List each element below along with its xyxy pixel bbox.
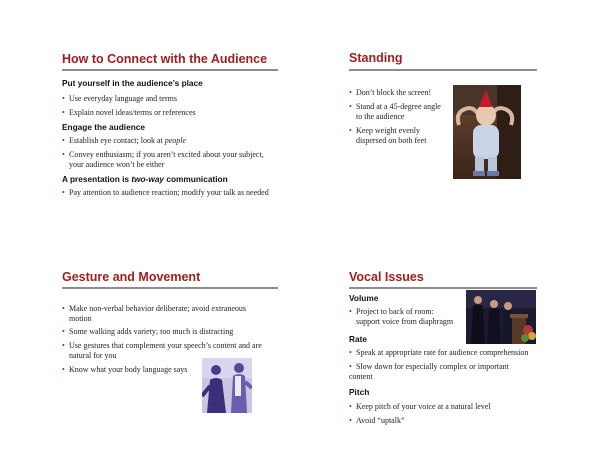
title-rule [349,287,537,289]
bullet-item: • Stand at a 45-degree angle to the audience [349,102,441,121]
section-heading: Put yourself in the audience’s place [62,78,203,88]
section-heading: A presentation is two-way communication [62,174,228,184]
two-people-gesturing-photo [202,358,252,413]
slide-title: Standing [349,51,403,65]
photo-illustration [453,85,521,179]
bullet-item: • Make non-verbal behavior deliberate; avoid extraneous motion [62,304,247,323]
bullet-icon: • [349,348,352,357]
slide-title: Vocal Issues [349,270,424,284]
bullet-item: • Slow down for especially complex or important [349,362,509,371]
photo-illustration [202,358,252,413]
bullet-icon: • [62,327,65,336]
bullet-item: • Don’t block the screen! [349,88,432,97]
bullet-item: • Use gestures that complement your speech’s content and are natural for you [62,341,262,360]
section-heading: Pitch [349,387,370,397]
emphasis-people: people [164,136,187,145]
bullet-icon: • [349,88,352,97]
bullet-icon: • [349,102,352,111]
bullet-icon: • [349,362,352,371]
bullet-item: • Avoid “uptalk” [349,416,405,425]
bullet-item: • Know what your body language says [62,365,188,374]
bullet-item: • Convey enthusiasm; if you aren’t excited about your subject, your audience won’t be either [62,150,264,169]
section-heading: Volume [349,293,379,303]
title-rule [62,287,278,289]
bullet-icon: • [62,94,65,103]
bullet-icon: • [349,126,352,135]
bullet-item: • Keep weight evenly dispersed on both feet [349,126,427,145]
bullet-icon: • [349,416,352,425]
bullet-icon: • [62,150,65,159]
bullet-item: • Use everyday language and terms [62,94,177,103]
bullet-item: • Pay attention to audience reaction; modify your talk as needed [62,188,269,197]
title-rule [62,69,278,71]
bullet-icon: • [349,307,352,316]
bullet-icon: • [62,304,65,313]
bullet-icon: • [62,365,65,374]
slide-title: Gesture and Movement [62,270,201,284]
speaker-at-podium-photo [466,290,536,344]
bullet-icon: • [62,341,65,350]
bullet-icon: • [349,402,352,411]
bullet-item: • Speak at appropriate rate for audience comprehension [349,348,529,357]
bullet-item: • Establish eye contact; look at people [62,136,187,145]
section-heading: Engage the audience [62,122,145,132]
bullet-icon: • [62,136,65,145]
toddler-standing-photo [453,85,521,179]
title-rule [349,69,537,71]
slide-title: How to Connect with the Audience [62,52,268,66]
bullet-item: • Some walking adds variety; too much is distracting [62,327,234,336]
photo-illustration [466,290,536,344]
bullet-icon: • [62,108,65,117]
section-heading: Rate [349,334,367,344]
bullet-icon: • [62,188,65,197]
bullet-item: • Project to back of room: support voice from diaphragm [349,307,454,326]
bullet-item: • Explain novel ideas/terms or references [62,108,196,117]
bullet-item: • Keep pitch of your voice at a natural level [349,402,491,411]
bullet-continuation: content [349,372,373,381]
